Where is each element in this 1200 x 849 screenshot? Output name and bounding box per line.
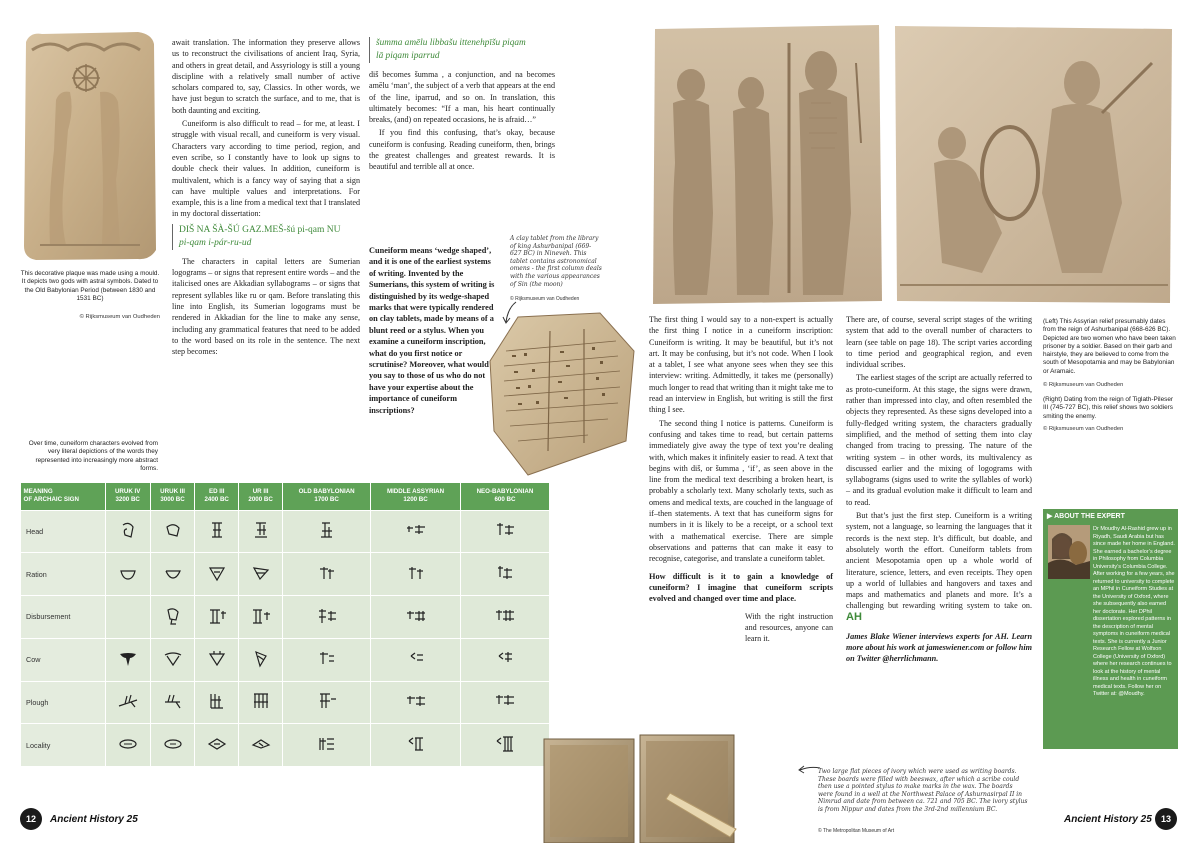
table-header: MIDDLE ASSYRIAN 1200 BC [371, 483, 461, 510]
cow-sign-icon [405, 648, 427, 670]
sign-cell [371, 724, 461, 767]
col3-end: With the right instruction and resources, anyone can learn it. [745, 611, 833, 644]
article-column-1 [172, 37, 360, 359]
locality-sign-icon [405, 733, 427, 755]
disbursement-sign-icon [250, 605, 272, 627]
sign-cell [460, 510, 549, 553]
disbursement-sign-icon [494, 605, 516, 627]
sign-cell [195, 553, 239, 596]
locality-sign-icon [250, 733, 272, 755]
sign-cell [371, 638, 461, 681]
col2-para-1: diš becomes šumma , a conjunction, and na becomes amēlu ‘man’, the subject of a verb that appears at the end of the line, iparrud, and so on. In translation, this ultimately becomes: “If a man, his heart continually breaks, (and) on repeated occasions, he is afraid…” [369, 70, 555, 125]
table-row [21, 724, 550, 767]
cow-sign-icon [316, 648, 338, 670]
translit-line-1: DIŠ NA ŠÀ-ŠÚ GAZ.MEŠ-šú pi-qam NU [179, 224, 341, 235]
plough-sign-icon [117, 690, 139, 712]
table-row [21, 638, 550, 681]
sign-cell [283, 724, 371, 767]
sign-cell [283, 681, 371, 724]
col4-para-2: The earliest stages of the script are actually referred to as proto-cuneiform. At this stage, the signs were drawn, rather than impressed into clay, and often resembled the objects they represented. As these signs developed into a fully-fledged writing system, the characters gradually simplified, and the method of setting them into clay changed from tracing to pressing. The nature of the writing system – in other words, its multivalency as discussed earlier and the mixing of logograms with syllabograms (signs used to write the syllables of work) – and its gradual evolution make it difficult to learn and to read. [846, 373, 1032, 507]
relief-credit-left: © Rijksmuseum van Oudheden [1043, 382, 1124, 388]
tablet-credit: © Rijksmuseum van Oudheden [510, 296, 580, 302]
locality-sign-icon [494, 733, 516, 755]
table-header: URUK IV 3200 BC [105, 483, 150, 510]
table-header: OLD BABYLONIAN 1700 BC [283, 483, 371, 510]
sign-cell [460, 681, 549, 724]
col4-para-3 [846, 510, 1032, 623]
head-sign-icon [206, 519, 228, 541]
table-row [21, 510, 550, 553]
sign-cell [371, 553, 461, 596]
sign-cell [105, 724, 150, 767]
sign-cell [105, 510, 150, 553]
table-header: UR III 2000 BC [239, 483, 283, 510]
locality-sign-icon [117, 733, 139, 755]
sign-cell [150, 596, 194, 639]
sign-cell [105, 638, 150, 681]
table-row [21, 681, 550, 724]
evolution-caption: Over time, cuneiform characters evolved from very literal depictions of the words they represented into increasingly more abstract forms. [28, 440, 158, 472]
cuneiform-evolution-table [20, 483, 550, 767]
expert-box-title [1043, 509, 1178, 523]
triangle-right-icon: ▶ [1047, 513, 1053, 520]
head-sign-icon [316, 519, 338, 541]
ration-sign-icon [250, 562, 272, 584]
relief-caption-right: (Right) Dating from the reign of Tiglath-Pileser III (745-727 BC), this relief shows two soldiers smiting the enemy. [1043, 396, 1173, 420]
disbursement-sign-icon [405, 605, 427, 627]
article-column-3 [649, 314, 833, 647]
row-label: Cow [21, 638, 106, 681]
akkadian-line-2: lā piqam iparrud [376, 51, 440, 61]
folio-right: Ancient History 25 [1064, 814, 1152, 825]
plough-sign-icon [250, 690, 272, 712]
cow-sign-icon [494, 648, 516, 670]
sign-cell [150, 553, 194, 596]
col1-para-1: await translation. The information they preserve allows us to reconstruct the civilisations of ancient Iraq, Syria, and others in great detail, and Assyriology is still a young discipline with a relatively small number of active scholars compared to, say, Classics. In other words, we have just begun to scratch the surface, and to me, that is both daunting and exciting. [172, 38, 360, 115]
ration-sign-icon [405, 562, 427, 584]
relief-caption-left [1043, 318, 1178, 376]
head-sign-icon [117, 519, 139, 541]
plaque-image [20, 30, 158, 262]
plough-sign-icon [405, 690, 427, 712]
writing-boards-image [540, 733, 738, 843]
tablet-note: A clay tablet from the library of king Ashurbanipal (669-627 BC) in Nineveh. This tablet contains astronomical omens - the first column deals with the various appearances of Sin (the moon) [510, 235, 602, 288]
sign-cell [460, 638, 549, 681]
akkadian-line-1: šumma amēlu libbašu ittenehpīšu piqam [376, 38, 526, 48]
sign-cell [371, 510, 461, 553]
plaque-caption: This decorative plaque was made using a mould. It depicts two gods with astral symbols. Dated to the Old Babylonian Period (between 1830 and 1531 BC) [20, 270, 160, 302]
translit-line-2: pi-qam i-pár-ru-ud [179, 237, 252, 248]
disbursement-sign-icon [316, 605, 338, 627]
sign-cell [239, 724, 283, 767]
page-number-left: 12 [20, 808, 42, 830]
sign-cell [283, 638, 371, 681]
row-label: Plough [21, 681, 106, 724]
assyrian-relief-left-image [651, 23, 884, 306]
sign-cell [195, 510, 239, 553]
writing-boards-note: Two large flat pieces of ivory which were used as writing boards. These boards were filled with beeswax, after which a scribe could then use a pointed stylus to make marks in the wax. The boards were found in a well at the Northwest Palace of Ashurnasirpal II in Nimrud and date from between ca. 721 and 705 BC. The ivory stylus is from Nippur and dates from the 3rd-2nd millennium BC. [818, 768, 1028, 813]
sign-cell [195, 596, 239, 639]
sign-cell [371, 681, 461, 724]
expert-title-text: ABOUT THE EXPERT [1054, 513, 1125, 520]
col4-para-3-text: But that’s just the first step. Cuneiform is a writing system, not a language, so learning the languages that it records is the next step. It’s difficult, but doable, and absolutely worth the effort. Cuneiform tablets from ancient Mesopotamia open up a whole world of literature, science, letters, and even receipts. They open up a world of lullabies and hangovers and taxes and maps and mathematics and planets and more. It’s a challenging but rewarding writing system to take on. [846, 511, 1032, 611]
disbursement-sign-icon [162, 605, 184, 627]
sign-cell [283, 510, 371, 553]
plaque-credit: © Rijksmuseum van Oudheden [79, 314, 160, 320]
question-pullquote: Cuneiform means ‘wedge shaped’, and it is one of the earliest systems of writing. Invented by the Sumerians, this system of writing is distinguished by its wedge-shaped marks that were typically rendered on clay tablets, made by means of a blunt reed or a stylus. When you examine a cuneiform inscription, what do you first notice or scrutinise? Moreover, what would you say to those of us who do not have your expertise about the importance of cuneiform inscriptions? [369, 246, 495, 415]
sign-cell [460, 553, 549, 596]
article-column-2 [369, 37, 555, 175]
head-sign-icon [162, 519, 184, 541]
col3-para-2: The second thing I notice is patterns. Cuneiform is confusing and takes time to read, but certain patterns immediately give away the type of text you’re dealing with, which makes it infinitely easier to read. A text that begins with diš, or šumma , ‘if’, as seen above in the line from the medical text describing a broken heart, is probably a scholarly text. Many scholarly texts, such as omens and medical texts, are couched in the language of if–then statements. A text that has cuneiform signs for numbers in it is likely to be a receipt, or a school text with a mathematical exercise. There are simple observations and patterns that can make it easy to recognise, categorise, and translate a cuneiform tablet. [649, 418, 833, 564]
sign-cell [150, 510, 194, 553]
cow-sign-icon [162, 648, 184, 670]
sign-cell [283, 553, 371, 596]
sign-cell [105, 681, 150, 724]
sign-cell [239, 681, 283, 724]
about-the-expert-box [1043, 509, 1178, 749]
akkadian-quote [369, 37, 555, 63]
col1-para-3: The characters in capital letters are Sumerian logograms – or signs that represent entire words – and the italicised ones are Akkadian syllabograms – or signs that represent syllables like ru or qam. Before translating this line into English, its Sumerian logograms must be rendered in Akkadian for the line to make any sense, including any grammatical features that need to be added to the word based on its role in the sentence. The next step becomes: [172, 256, 360, 357]
sign-cell [283, 596, 371, 639]
plough-sign-icon [494, 690, 516, 712]
cow-sign-icon [206, 648, 228, 670]
sign-cell [460, 724, 549, 767]
plough-sign-icon [206, 690, 228, 712]
head-sign-icon [405, 519, 427, 541]
relief-credit-right: © Rijksmuseum van Oudheden [1043, 426, 1124, 432]
end-mark: AH [846, 610, 862, 623]
sign-cell [105, 596, 150, 639]
col3-para-1: The first thing I would say to a non-expert is actually the first thing I notice in a cuneiform inscription: Cuneiform is writing. It may be beautiful, but it’s not art. It may be confusing, but it’s not code. When I look at a tablet, I see what anyone sees when they see this interview: writing. Admittedly, it takes me (personally) much longer to read that writing than it might take me to read an interview in English, but writing is still the first thing I see. [649, 315, 833, 415]
row-label: Head [21, 510, 106, 553]
sign-cell [239, 596, 283, 639]
ration-sign-icon [316, 562, 338, 584]
ration-sign-icon [206, 562, 228, 584]
head-sign-icon [494, 519, 516, 541]
table-header: MEANING OF ARCHAIC SIGN [21, 483, 106, 510]
sign-cell [195, 724, 239, 767]
sign-cell [239, 510, 283, 553]
assyrian-relief-right-image [892, 23, 1175, 306]
row-label: Locality [21, 724, 106, 767]
byline: James Blake Wiener interviews experts for AH. Learn more about his work at jameswiener.com or follow him on Twitter @herrlichmann. [846, 632, 1032, 664]
sign-cell [150, 724, 194, 767]
arrow-icon [796, 762, 822, 776]
locality-sign-icon [162, 733, 184, 755]
row-label: Ration [21, 553, 106, 596]
transliteration-quote [172, 224, 360, 250]
disbursement-sign-icon [206, 605, 228, 627]
col2-para-2: If you find this confusing, that’s okay, because cuneiform is confusing. Reading cuneiform, then, brings the greatest challenges and greatest rewards. It is beautiful and terrible all at once. [369, 128, 555, 172]
sign-cell [371, 596, 461, 639]
sign-cell [105, 553, 150, 596]
ration-sign-icon [162, 562, 184, 584]
ration-sign-icon [117, 562, 139, 584]
table-header: ED III 2400 BC [195, 483, 239, 510]
col4-para-1: There are, of course, several script stages of the writing system that add to the overall number of characters to learn (see table on page 18). The script varies according to time period and geographical region, and even individual scribes. [846, 315, 1032, 370]
plough-sign-icon [316, 690, 338, 712]
sign-cell [195, 681, 239, 724]
clay-tablet-image [488, 311, 638, 477]
table-row [21, 553, 550, 596]
row-label: Disbursement [21, 596, 106, 639]
sign-cell [150, 638, 194, 681]
sign-cell [460, 596, 549, 639]
head-sign-icon [250, 519, 272, 541]
locality-sign-icon [206, 733, 228, 755]
article-column-4 [846, 314, 1032, 665]
expert-photo [1048, 525, 1090, 579]
table-row [21, 596, 550, 639]
cow-sign-icon [250, 648, 272, 670]
sign-cell [239, 638, 283, 681]
question-2: How difficult is it to gain a knowledge of cuneiform? I imagine that cuneiform scripts evolved and changed over time and place. [649, 571, 833, 604]
sign-cell [150, 681, 194, 724]
sign-cell [195, 638, 239, 681]
relief-caption-left-text: (Left) This Assyrian relief presumably dates from the reign of Ashurbanipal (668-626 BC). Depicted are two women who have been taken prisoner by a soldier. Based on their garb and hairstyle, they are believed to come from the south of Mesopotamia and may be Babylonian or Aramaic. [1043, 318, 1176, 375]
ration-sign-icon [494, 562, 516, 584]
sign-cell [239, 553, 283, 596]
table-header: NEO-BABYLONIAN 600 BC [460, 483, 549, 510]
table-header: URUK III 3000 BC [150, 483, 194, 510]
col1-para-2: Cuneiform is also difficult to read – for me, at least. I struggle with visual recall, and cuneiform is very visual. Characters vary according to time period, region, and even scribe, so I constantly have to look up signs to double check their values. In addition, cuneiform is multivalent, which is a fancy way of saying that a sign can have multiple values and interpretations. For example, this is a line from a medical text that I translated in my doctoral dissertation: [172, 119, 360, 219]
locality-sign-icon [316, 733, 338, 755]
expert-bio: Dr Moudhy Al-Rashid grew up in Riyadh, Saudi Arabia but has since made her home in England. She earned a bachelor’s degree in Philosophy from Columbia University’s Columbia College. After working for a few years, she returned to university to complete an MPhil in Cuneiform Studies at the University of Oxford, where she subsequently also earned her doctorate. Her DPhil dissertation explored patterns in the description of mental symptoms in cuneiform medical texts. She is currently a Junior Research Fellow at Wolfson College (University of Oxford) where her research continues to look at the history of mental illness and health in cuneiform medical texts. Follow her on Twitter at: @Moudhy. [1093, 526, 1175, 697]
cow-sign-icon [117, 648, 139, 670]
page-number-right: 13 [1155, 808, 1177, 830]
folio-left: Ancient History 25 [50, 814, 138, 825]
plough-sign-icon [162, 690, 184, 712]
writing-boards-credit: © The Metropolitan Museum of Art [818, 828, 895, 834]
